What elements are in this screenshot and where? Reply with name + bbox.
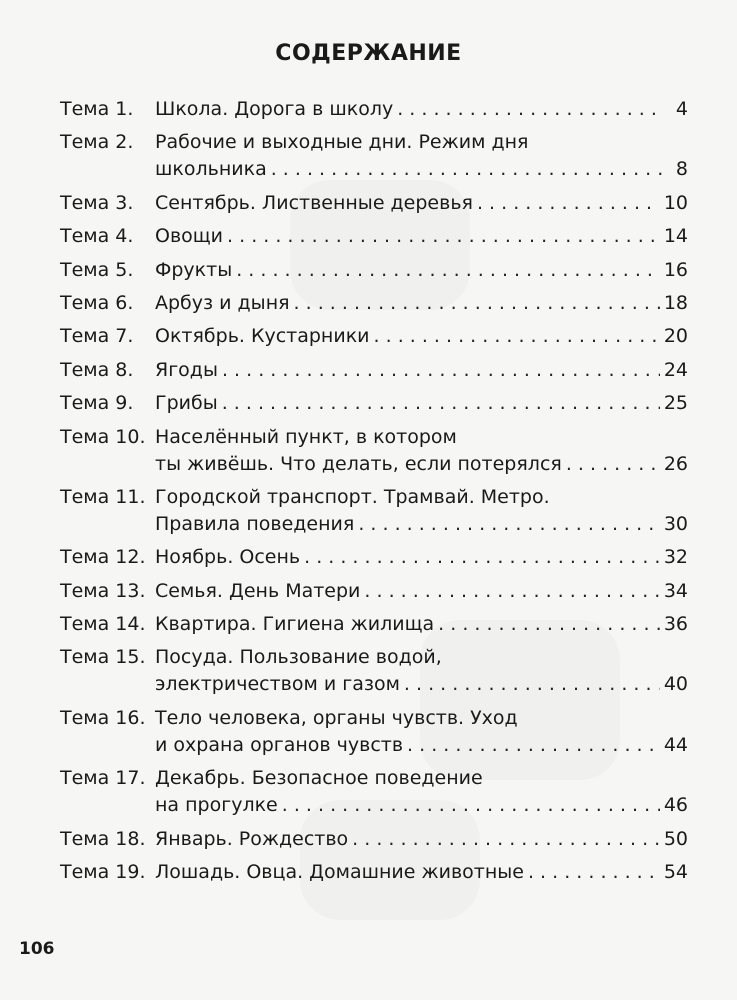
toc-entry-line	[155, 357, 688, 384]
toc-entry	[60, 544, 688, 571]
toc-entry-line	[155, 290, 688, 317]
toc-entry-page: 34	[663, 579, 688, 602]
toc-entry-page: 14	[663, 225, 688, 248]
toc-entry	[60, 578, 688, 605]
toc-entry-title: Фрукты	[155, 258, 233, 281]
toc-entry-line	[155, 323, 688, 350]
toc-entry-body	[155, 290, 688, 317]
toc-entry-number: Тема 10.	[60, 425, 146, 448]
toc-entry-page: 30	[663, 512, 688, 535]
toc-entry-page: 8	[675, 158, 688, 181]
toc-entry-number: Тема 19.	[60, 861, 146, 884]
toc-entry-line	[155, 511, 688, 538]
toc-entry-body	[155, 96, 688, 123]
toc-entry-line	[155, 223, 688, 250]
toc-entry-line	[155, 484, 688, 511]
dot-leader	[222, 390, 660, 417]
toc-entry-body	[155, 129, 688, 183]
toc-entry-page: 4	[675, 98, 688, 120]
toc-entry-line	[155, 611, 688, 638]
dot-leader	[358, 511, 659, 538]
toc-entry-page: 50	[663, 827, 688, 850]
dot-leader	[352, 826, 660, 853]
toc-entry	[60, 424, 688, 478]
dot-leader	[294, 290, 660, 317]
toc-entry-line	[155, 859, 688, 886]
toc-entry-title: школьника	[155, 158, 267, 181]
toc-entry-body	[155, 859, 688, 886]
toc-entry-line	[155, 705, 688, 732]
toc-entry	[60, 765, 688, 819]
toc-entry-line	[155, 826, 688, 853]
dot-leader	[404, 671, 660, 698]
toc-entry-number: Тема 5.	[60, 258, 134, 281]
toc-entry-number: Тема 18.	[60, 827, 146, 850]
toc-entry-body	[155, 826, 688, 853]
dot-leader	[566, 451, 660, 478]
toc-entry-title: электричеством и газом	[155, 673, 400, 696]
toc-entry	[60, 859, 688, 886]
toc-entry-page: 18	[663, 291, 688, 314]
toc-entry-number: Тема 14.	[60, 613, 146, 636]
dot-leader	[407, 732, 660, 759]
toc-entry-title: Овощи	[155, 225, 224, 248]
toc-entry-title: Семья. День Матери	[155, 579, 361, 602]
toc-entry	[60, 129, 688, 183]
toc-entry-number: Тема 17.	[60, 767, 146, 790]
toc-entry-body	[155, 390, 688, 417]
toc-entry-number: Тема 9.	[60, 392, 134, 415]
toc-entry-title: Арбуз и дыня	[155, 291, 290, 314]
toc-entry	[60, 826, 688, 853]
toc-entry-page: 20	[663, 325, 688, 348]
dot-leader	[397, 96, 664, 123]
toc-entry-body	[155, 257, 688, 284]
toc-entry-title: Грибы	[155, 392, 218, 415]
toc-entry-title: на прогулке	[155, 794, 278, 817]
toc-entry-body	[155, 223, 688, 250]
dot-leader	[477, 190, 660, 217]
dot-leader	[236, 257, 660, 284]
toc-entry-body	[155, 484, 688, 538]
dot-leader	[282, 792, 660, 819]
toc-entry	[60, 223, 688, 250]
toc-entry-body	[155, 765, 688, 819]
toc-entry-number: Тема 15.	[60, 646, 146, 669]
toc-entry-body	[155, 544, 688, 571]
toc-entry-number: Тема 6.	[60, 291, 134, 314]
toc-entry-page: 26	[663, 452, 688, 475]
toc-entry-number: Тема 13.	[60, 579, 146, 602]
toc-entry-number: Тема 2.	[60, 131, 134, 154]
toc-entry-line	[155, 765, 688, 792]
toc-entry-title: Январь. Рождество	[155, 827, 349, 850]
toc-entry	[60, 323, 688, 350]
dot-leader	[528, 859, 660, 886]
dot-leader	[304, 544, 660, 571]
toc-entry-number: Тема 4.	[60, 225, 134, 248]
toc-entry-line	[155, 732, 688, 759]
toc-entry	[60, 190, 688, 217]
toc-entry-number: Тема 12.	[60, 546, 146, 569]
toc-entry-title: Квартира. Гигиена жилища	[155, 613, 435, 636]
toc-entry-page: 44	[663, 733, 688, 756]
toc-entry-number: Тема 11.	[60, 485, 146, 508]
toc-entry-title: Школа. Дорога в школу	[155, 98, 394, 120]
page-number: 106	[19, 939, 55, 959]
toc-entry-number: Тема 16.	[60, 706, 146, 729]
toc-entry-title: Рабочие и выходные дни. Режим дня	[155, 131, 529, 154]
page-title: СОДЕРЖАНИЕ	[275, 41, 462, 66]
toc-entry-page: 10	[663, 191, 688, 214]
toc-entry-line	[155, 96, 688, 123]
dot-leader	[374, 323, 660, 350]
toc-entry	[60, 611, 688, 638]
toc-entry-line	[155, 578, 688, 605]
toc-entry	[60, 390, 688, 417]
dot-leader	[227, 223, 660, 250]
toc-entry-body	[155, 611, 688, 638]
toc-entry-title: ты живёшь. Что делать, если потерялся	[155, 452, 562, 475]
toc-entry-title: Посуда. Пользование водой,	[155, 646, 442, 669]
toc-entry-body	[155, 424, 688, 478]
toc-entry-title: Ноябрь. Осень	[155, 546, 301, 569]
dot-leader	[364, 578, 659, 605]
toc-entry-line	[155, 671, 688, 698]
toc-entry-page: 54	[663, 861, 688, 884]
toc-entry-line	[155, 156, 688, 183]
toc-entry	[60, 705, 688, 759]
toc-entry	[60, 96, 688, 123]
toc-entry-number: Тема 8.	[60, 358, 134, 381]
toc-entry-line	[155, 190, 688, 217]
toc-entry-title: Населённый пункт, в котором	[155, 425, 457, 448]
dot-leader	[438, 611, 660, 638]
toc-entry-body	[155, 644, 688, 698]
toc-entry	[60, 257, 688, 284]
toc-entry-body	[155, 357, 688, 384]
toc-entry-title: Октябрь. Кустарники	[155, 325, 370, 348]
dot-leader	[271, 156, 664, 183]
toc-entry-page: 16	[663, 258, 688, 281]
toc-entry-number: Тема 7.	[60, 325, 134, 348]
toc-entry-title: Сентябрь. Лиственные деревья	[155, 191, 473, 214]
toc-entry-title: Городской транспорт. Трамвай. Метро.	[155, 485, 550, 508]
toc-entry	[60, 644, 688, 698]
toc-entry-line	[155, 544, 688, 571]
toc-entry-number: Тема 3.	[60, 191, 134, 214]
toc-entry-body	[155, 578, 688, 605]
toc-entry-page: 32	[663, 546, 688, 569]
toc-entry-number: Тема 1.	[60, 98, 134, 120]
toc-entry-page: 46	[663, 794, 688, 817]
toc-entry-line	[155, 257, 688, 284]
toc-entry-title: и охрана органов чувств	[155, 733, 404, 756]
toc-entry	[60, 357, 688, 384]
toc-entry-page: 40	[663, 673, 688, 696]
toc-entry-line	[155, 390, 688, 417]
toc-entry-line	[155, 792, 688, 819]
toc-entry-title: Лошадь. Овца. Домашние животные	[155, 861, 524, 884]
toc-entry-body	[155, 323, 688, 350]
toc-entry-body	[155, 705, 688, 759]
toc-entry-title: Тело человека, органы чувств. Уход	[155, 706, 518, 729]
toc-entry-title: Правила поведения	[155, 512, 355, 535]
toc-entry-page: 25	[663, 392, 688, 415]
toc-entry	[60, 290, 688, 317]
toc-entry-page: 24	[663, 358, 688, 381]
dot-leader	[222, 357, 660, 384]
toc-entry-page: 36	[663, 613, 688, 636]
table-of-contents	[60, 96, 688, 892]
toc-entry-body	[155, 190, 688, 217]
toc-entry-line	[155, 424, 688, 451]
toc-entry	[60, 484, 688, 538]
toc-entry-line	[155, 451, 688, 478]
toc-entry-title: Декабрь. Безопасное поведение	[155, 767, 483, 790]
toc-entry-line	[155, 129, 688, 156]
toc-entry-line	[155, 644, 688, 671]
toc-entry-title: Ягоды	[155, 358, 218, 381]
